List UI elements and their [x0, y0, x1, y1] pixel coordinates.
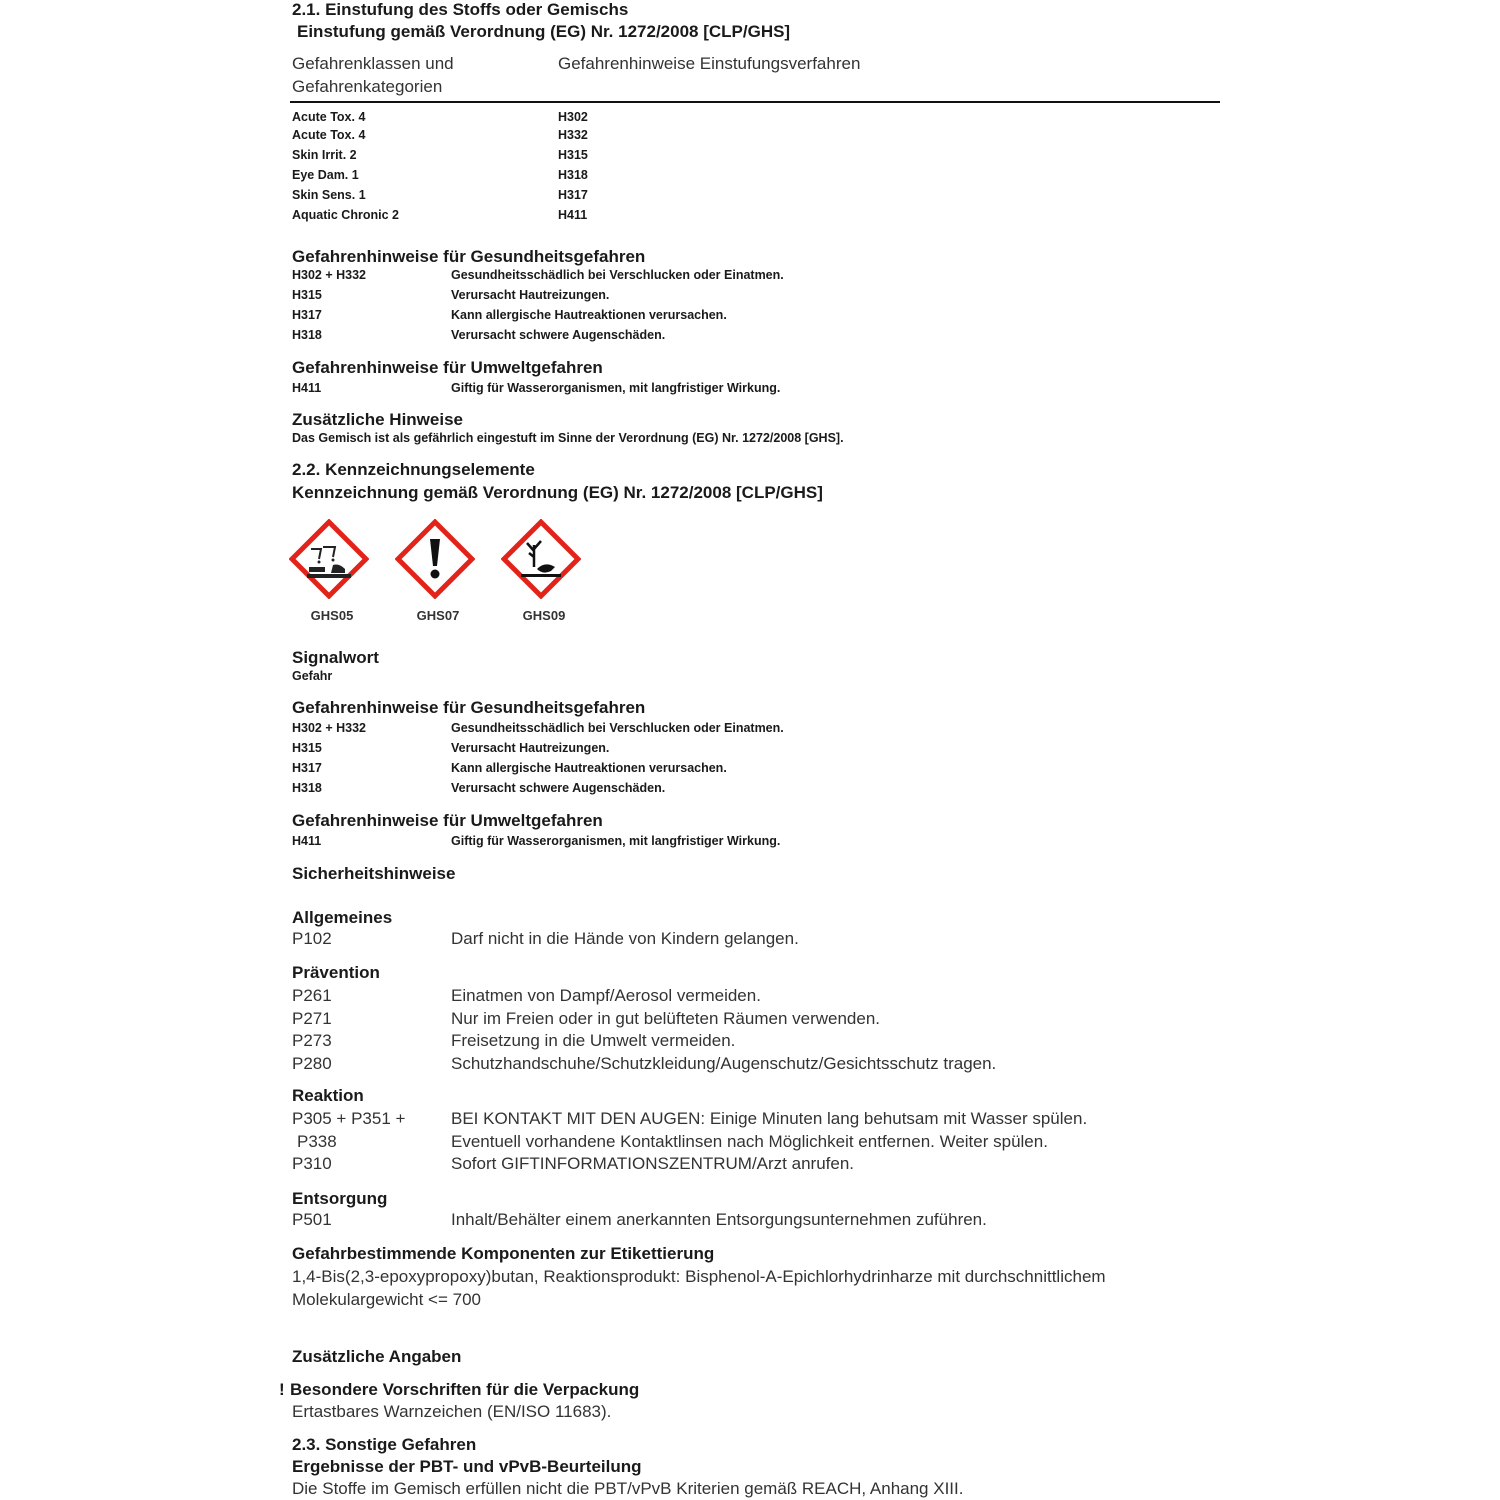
section-2-3-subtitle: Ergebnisse der PBT- und vPvB-Beurteilung	[292, 1457, 642, 1476]
packaging-title: Besondere Vorschriften für die Verpackung	[290, 1380, 640, 1399]
env-hazards-title: Gefahrenhinweise für Umweltgefahren	[292, 811, 603, 830]
hazard-text: Gesundheitsschädlich bei Verschlucken oder Einatmen.	[451, 268, 784, 282]
p-code: P102	[292, 929, 332, 948]
hazard-code: H411	[292, 381, 322, 395]
components-title: Gefahrbestimmende Komponenten zur Etikettierung	[292, 1244, 715, 1263]
p-text: Nur im Freien oder in gut belüfteten Räumen verwenden.	[451, 1009, 881, 1028]
change-marker: !	[279, 1380, 285, 1399]
hazard-code: H302 + H332	[292, 268, 367, 282]
signal-word-value: Gefahr	[292, 669, 333, 683]
p-code: P261	[292, 986, 332, 1005]
p-code: P280	[292, 1054, 332, 1073]
additional-notes-text: Das Gemisch ist als gefährlich eingestuft im Sinne der Verordnung (EG) Nr. 1272/2008 [GHS].	[292, 431, 844, 445]
hazard-code: H315	[292, 741, 322, 755]
class-row: Skin Irrit. 2	[292, 148, 357, 162]
safety-notes-title: Sicherheitshinweise	[292, 864, 456, 883]
col-head-left-1: Gefahrenklassen und	[292, 54, 454, 73]
health-hazards-title: Gefahrenhinweise für Gesundheitsgefahren	[292, 698, 646, 717]
p-text: Darf nicht in die Hände von Kindern gelangen.	[451, 929, 799, 948]
signal-word-title: Signalwort	[292, 648, 379, 667]
pictogram-label: GHS07	[416, 608, 460, 623]
components-line: Molekulargewicht <= 700	[292, 1290, 482, 1309]
hazard-text: Giftig für Wasserorganismen, mit langfristiger Wirkung.	[451, 834, 781, 848]
section-2-1-subtitle: Einstufung gemäß Verordnung (EG) Nr. 1272/2008 [CLP/GHS]	[297, 22, 791, 41]
hazard-text: Kann allergische Hautreaktionen verursachen.	[451, 761, 727, 775]
health-hazards-title: Gefahrenhinweise für Gesundheitsgefahren	[292, 247, 646, 266]
general-title: Allgemeines	[292, 908, 393, 927]
col-head-left-2: Gefahrenkategorien	[292, 77, 443, 96]
col-head-right: Gefahrenhinweise Einstufungsverfahren	[558, 54, 861, 73]
components-line: 1,4-Bis(2,3-epoxypropoxy)butan, Reaktionsprodukt: Bisphenol-A-Epichlorhydrinharze mit durchschnittlichem	[292, 1267, 1106, 1286]
hazard-text: Gesundheitsschädlich bei Verschlucken oder Einatmen.	[451, 721, 784, 735]
hazard-text: Kann allergische Hautreaktionen verursachen.	[451, 308, 727, 322]
hazard-code: H302 + H332	[292, 721, 367, 735]
header-rule	[290, 101, 1220, 103]
p-code: P305 + P351 +	[292, 1109, 406, 1128]
class-code: H317	[558, 188, 588, 202]
pictogram-label: GHS09	[522, 608, 566, 623]
class-row: Acute Tox. 4	[292, 128, 366, 142]
class-row: Skin Sens. 1	[292, 188, 366, 202]
corrosion-icon	[289, 519, 369, 599]
section-2-3-title: 2.3. Sonstige Gefahren	[292, 1435, 477, 1454]
p-text: Freisetzung in die Umwelt vermeiden.	[451, 1031, 736, 1050]
p-code: P271	[292, 1009, 332, 1028]
p-text: Schutzhandschuhe/Schutzkleidung/Augenschutz/Gesichtsschutz tragen.	[451, 1054, 997, 1073]
packaging-text: Ertastbares Warnzeichen (EN/ISO 11683).	[292, 1402, 612, 1421]
section-2-2-subtitle: Kennzeichnung gemäß Verordnung (EG) Nr. 1272/2008 [CLP/GHS]	[292, 483, 823, 502]
hazard-code: H317	[292, 761, 322, 775]
class-row: Eye Dam. 1	[292, 168, 359, 182]
additional-info-title: Zusätzliche Angaben	[292, 1347, 462, 1366]
class-code: H302	[558, 110, 588, 124]
reaction-title: Reaktion	[292, 1086, 364, 1105]
hazard-code: H411	[292, 834, 322, 848]
disposal-title: Entsorgung	[292, 1189, 388, 1208]
class-row: Acute Tox. 4	[292, 110, 366, 124]
p-code: P501	[292, 1210, 332, 1229]
p-code: P338	[297, 1132, 337, 1151]
pictogram-label: GHS05	[310, 608, 354, 623]
section-2-3-text: Die Stoffe im Gemisch erfüllen nicht die PBT/vPvB Kriterien gemäß REACH, Anhang XIII.	[292, 1479, 964, 1498]
p-text: Eventuell vorhandene Kontaktlinsen nach Möglichkeit entfernen. Weiter spülen.	[451, 1132, 1048, 1151]
class-row: Aquatic Chronic 2	[292, 208, 399, 222]
section-2-2-title: 2.2. Kennzeichnungselemente	[292, 460, 535, 479]
p-code: P310	[292, 1154, 332, 1173]
hazard-code: H317	[292, 308, 322, 322]
hazard-text: Verursacht Hautreizungen.	[451, 741, 610, 755]
additional-notes-title: Zusätzliche Hinweise	[292, 410, 463, 429]
hazard-text: Giftig für Wasserorganismen, mit langfristiger Wirkung.	[451, 381, 781, 395]
hazard-code: H315	[292, 288, 322, 302]
p-code: P273	[292, 1031, 332, 1050]
class-code: H318	[558, 168, 588, 182]
hazard-text: Verursacht schwere Augenschäden.	[451, 781, 666, 795]
hazard-text: Verursacht schwere Augenschäden.	[451, 328, 666, 342]
class-code: H332	[558, 128, 588, 142]
section-2-1-title: 2.1. Einstufung des Stoffs oder Gemischs	[292, 0, 629, 19]
p-text: Einatmen von Dampf/Aerosol vermeiden.	[451, 986, 761, 1005]
exclamation-icon	[395, 519, 475, 599]
hazard-text: Verursacht Hautreizungen.	[451, 288, 610, 302]
p-text: Sofort GIFTINFORMATIONSZENTRUM/Arzt anrufen.	[451, 1154, 855, 1173]
env-hazards-title: Gefahrenhinweise für Umweltgefahren	[292, 358, 603, 377]
p-text: Inhalt/Behälter einem anerkannten Entsorgungsunternehmen zuführen.	[451, 1210, 987, 1229]
prevention-title: Prävention	[292, 963, 380, 982]
p-text: BEI KONTAKT MIT DEN AUGEN: Einige Minuten lang behutsam mit Wasser spülen.	[451, 1109, 1088, 1128]
hazard-code: H318	[292, 328, 322, 342]
class-code: H411	[558, 208, 588, 222]
environment-icon	[501, 519, 581, 599]
hazard-code: H318	[292, 781, 322, 795]
class-code: H315	[558, 148, 588, 162]
